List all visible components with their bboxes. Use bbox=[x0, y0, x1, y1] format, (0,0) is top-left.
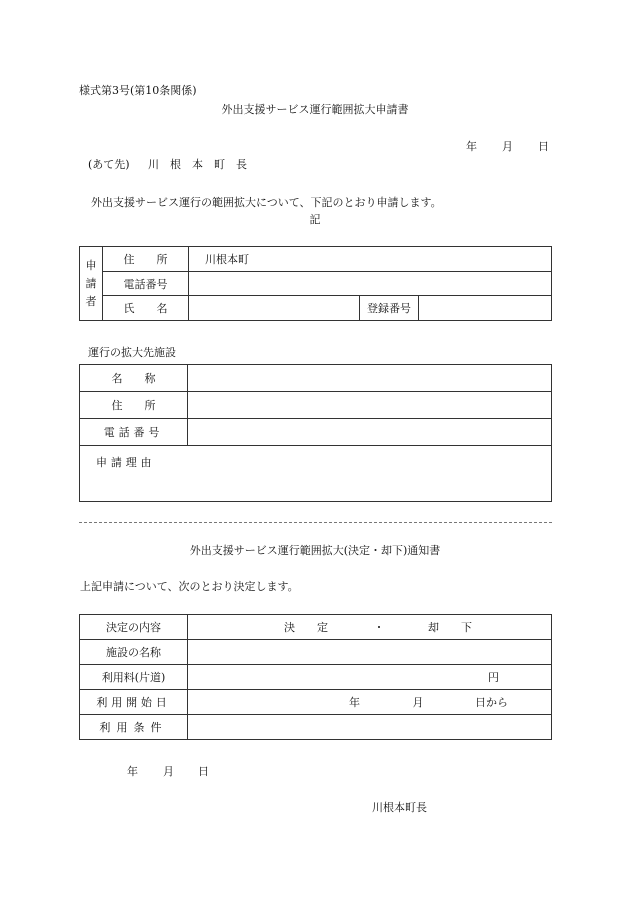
decision-facility-field[interactable] bbox=[188, 640, 552, 665]
facility-name-field[interactable] bbox=[188, 365, 552, 392]
notice-statement: 上記申請について、次のとおり決定します。 bbox=[80, 580, 299, 593]
decided-option[interactable]: 決 定 bbox=[284, 621, 328, 634]
facility-name-label: 名 称 bbox=[80, 365, 188, 392]
decision-table bbox=[79, 614, 552, 740]
addressee-name: 川 根 本 町 長 bbox=[148, 158, 247, 171]
form-number-label: 様式第3号(第10条関係) bbox=[79, 84, 197, 97]
footer-date-year: 年 bbox=[127, 765, 138, 778]
facility-address-label: 住 所 bbox=[80, 392, 188, 419]
phone-field[interactable] bbox=[189, 272, 552, 296]
addressee-prefix: (あて先) bbox=[88, 158, 130, 171]
name-label: 氏 名 bbox=[103, 296, 189, 321]
footer-date-month: 月 bbox=[163, 765, 174, 778]
decision-facility-label: 施設の名称 bbox=[80, 640, 188, 665]
notice-title: 外出支援サービス運行範囲拡大(決定・却下)通知書 bbox=[189, 544, 441, 557]
date-day: 日 bbox=[538, 140, 549, 153]
name-field[interactable] bbox=[189, 296, 360, 321]
decision-content-cell[interactable] bbox=[188, 615, 552, 640]
start-month-unit: 月 bbox=[412, 696, 424, 709]
issuer-name: 川根本町長 bbox=[372, 801, 427, 814]
address-value[interactable]: 川根本町 bbox=[189, 247, 552, 272]
address-label: 住 所 bbox=[103, 247, 189, 272]
facility-heading: 運行の拡大先施設 bbox=[88, 346, 176, 359]
ki-label: 記 bbox=[309, 213, 321, 226]
start-year-unit: 年 bbox=[349, 696, 360, 709]
phone-label: 電話番号 bbox=[103, 272, 189, 296]
conditions-field[interactable] bbox=[188, 715, 552, 740]
decision-content-label: 決定の内容 bbox=[80, 615, 188, 640]
date-month: 月 bbox=[502, 140, 513, 153]
registration-field[interactable] bbox=[419, 296, 552, 321]
applicant-table bbox=[79, 246, 552, 321]
facility-phone-field[interactable] bbox=[188, 419, 552, 446]
conditions-label: 利用条件 bbox=[80, 715, 188, 740]
applicant-group-label: 申請者 bbox=[80, 247, 103, 321]
reason-label: 申請理由 bbox=[96, 456, 156, 469]
fee-label: 利用料(片道) bbox=[80, 665, 188, 690]
cut-line-divider bbox=[79, 522, 552, 523]
application-statement: 外出支援サービス運行の範囲拡大について、下記のとおり申請します。 bbox=[91, 196, 442, 209]
start-date-label: 利用開始日 bbox=[80, 690, 188, 715]
yen-unit: 円 bbox=[488, 671, 499, 684]
page-title: 外出支援サービス運行範囲拡大申請書 bbox=[221, 103, 409, 116]
registration-label: 登録番号 bbox=[360, 296, 419, 321]
start-day-unit: 日から bbox=[475, 696, 508, 709]
rejected-option[interactable]: 却 下 bbox=[428, 621, 472, 634]
fee-field[interactable] bbox=[188, 665, 552, 690]
reason-cell[interactable] bbox=[80, 446, 552, 502]
footer-date-day: 日 bbox=[198, 765, 209, 778]
separator-dot: ・ bbox=[373, 621, 385, 634]
facility-address-field[interactable] bbox=[188, 392, 552, 419]
date-year: 年 bbox=[466, 140, 477, 153]
facility-phone-label: 電話番号 bbox=[80, 419, 188, 446]
facility-table bbox=[79, 364, 552, 502]
start-date-field[interactable] bbox=[188, 690, 552, 715]
